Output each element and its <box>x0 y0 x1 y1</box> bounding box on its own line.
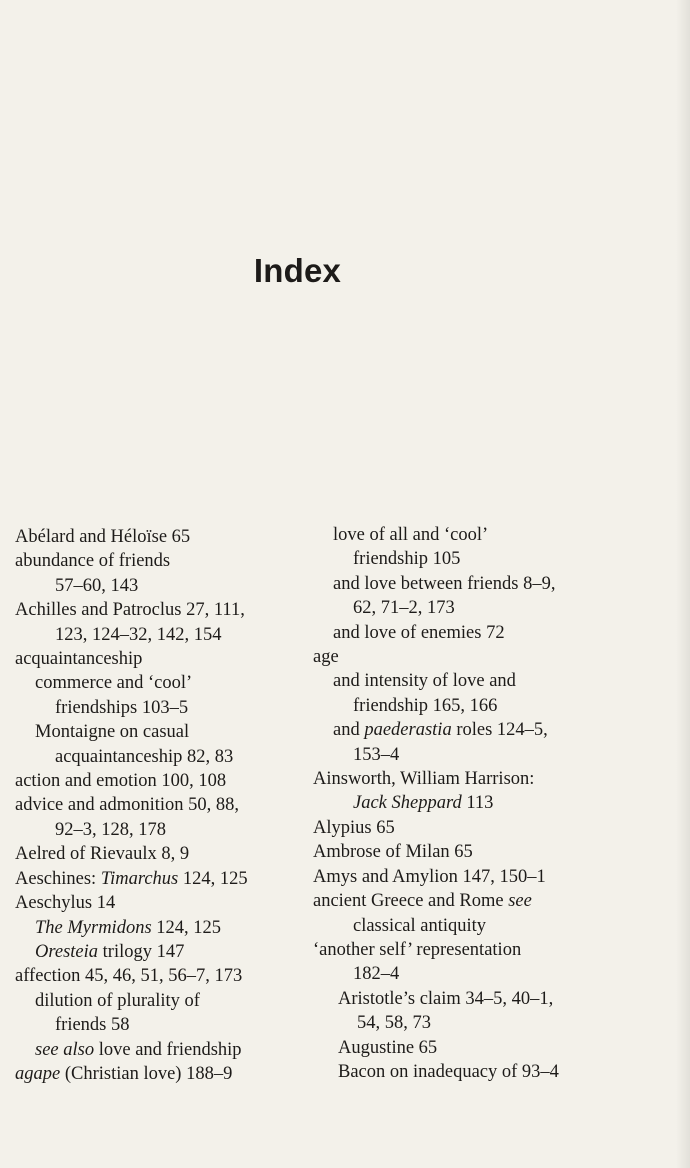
index-entry-line <box>313 572 603 596</box>
index-text: classical antiquity <box>353 915 487 936</box>
index-entry-line <box>313 621 603 645</box>
index-text: 153–4 <box>353 744 400 765</box>
index-text: friendship 165, 166 <box>353 695 498 716</box>
index-text: and intensity of love and <box>333 671 516 692</box>
index-entry-line <box>313 889 603 913</box>
index-text: Aeschines: <box>15 868 101 889</box>
index-entry-line <box>313 865 603 889</box>
index-text: 182–4 <box>353 964 400 985</box>
index-text: love and friendship <box>94 1039 242 1060</box>
index-entry-line <box>313 1060 603 1084</box>
index-entry-line <box>15 842 305 866</box>
index-entry-line <box>313 718 603 742</box>
index-text: Achilles and Patroclus 27, 111, <box>15 600 245 621</box>
index-text: Aristotle’s claim 34–5, 40–1, <box>338 988 554 1009</box>
index-text: acquaintanceship <box>15 649 143 670</box>
index-text: 124, 125 <box>178 868 248 889</box>
index-entry-line <box>313 523 603 547</box>
index-text: Aelred of Rievaulx 8, 9 <box>15 844 190 865</box>
index-italic-text: Oresteia <box>35 941 99 962</box>
index-entry-line <box>15 989 305 1013</box>
index-entry-line <box>15 867 305 891</box>
index-entry-line <box>313 694 603 718</box>
index-italic-text: Timarchus <box>100 868 179 889</box>
index-text: Montaigne on casual <box>35 722 190 743</box>
index-entry-line <box>15 720 305 744</box>
index-text: trilogy 147 <box>98 941 185 962</box>
index-entry-line <box>313 791 603 815</box>
index-text: ‘another self’ representation <box>313 939 522 960</box>
index-entry-line <box>15 623 305 647</box>
index-text: 62, 71–2, 173 <box>353 598 455 619</box>
index-text: abundance of friends <box>15 551 171 572</box>
index-entry-line <box>313 645 603 669</box>
index-entry-line <box>15 598 305 622</box>
index-text: Ainsworth, William Harrison: <box>313 769 535 790</box>
index-entry-line <box>15 1013 305 1037</box>
index-entry-line <box>15 696 305 720</box>
index-text: age <box>313 647 339 668</box>
index-italic-text: see <box>508 891 532 912</box>
index-entry-line <box>15 549 305 573</box>
index-text: friendship 105 <box>353 549 461 570</box>
index-italic-text: see also <box>35 1039 95 1060</box>
index-entry-line <box>313 1011 603 1035</box>
index-text: and love between friends 8–9, <box>333 573 556 594</box>
index-text: friendships 103–5 <box>55 697 189 718</box>
index-entry-line <box>313 669 603 693</box>
index-text: roles 124–5, <box>451 720 548 741</box>
index-entry-line <box>313 547 603 571</box>
index-text: and love of enemies 72 <box>333 622 505 643</box>
index-text: 113 <box>461 793 494 814</box>
index-text: Alypius 65 <box>313 817 395 838</box>
index-text: Ambrose of Milan 65 <box>313 842 473 863</box>
index-text: 92–3, 128, 178 <box>55 819 166 840</box>
index-text: friends 58 <box>55 1015 130 1036</box>
index-entry-line <box>15 745 305 769</box>
index-text: commerce and ‘cool’ <box>35 673 193 694</box>
index-text: Amys and Amylion 147, 150–1 <box>313 866 546 887</box>
index-entry-line <box>15 769 305 793</box>
index-entry-line <box>313 816 603 840</box>
index-text: (Christian love) 188–9 <box>60 1063 233 1084</box>
index-entry-line <box>15 525 305 549</box>
index-text: action and emotion 100, 108 <box>15 771 227 792</box>
index-text: 57–60, 143 <box>55 575 139 596</box>
index-italic-text: agape <box>15 1063 61 1084</box>
index-text: advice and admonition 50, 88, <box>15 795 240 816</box>
index-italic-text: Jack Sheppard <box>353 793 462 814</box>
index-text: Augustine 65 <box>338 1037 438 1058</box>
index-entry-line <box>15 940 305 964</box>
index-text: love of all and ‘cool’ <box>333 525 489 545</box>
index-text: affection 45, 46, 51, 56–7, 173 <box>15 966 243 987</box>
index-entry-line <box>313 596 603 620</box>
index-entry-line <box>313 938 603 962</box>
index-entry-line <box>15 1062 305 1086</box>
index-text: dilution of plurality of <box>35 990 200 1011</box>
index-entry-line <box>313 743 603 767</box>
index-text: ancient Greece and Rome <box>313 891 509 912</box>
index-entry-line <box>15 891 305 915</box>
index-entry-line <box>15 818 305 842</box>
index-text: 123, 124–32, 142, 154 <box>55 624 222 645</box>
index-text: 124, 125 <box>151 917 222 938</box>
index-entry-line <box>15 574 305 598</box>
page-edge-shadow <box>676 0 690 1168</box>
index-text: Abélard and Héloïse 65 <box>15 527 191 547</box>
index-entry-line <box>313 1036 603 1060</box>
index-entry-line <box>313 987 603 1011</box>
page-title: Index <box>253 252 342 289</box>
index-entry-line <box>313 914 603 938</box>
index-text: 54, 58, 73 <box>357 1013 431 1034</box>
index-text: and <box>333 720 365 741</box>
index-text: acquaintanceship 82, 83 <box>55 746 234 767</box>
index-entry-line <box>313 767 603 791</box>
index-entry-line <box>15 647 305 671</box>
index-italic-text: paederastia <box>364 720 452 741</box>
index-entry-line <box>15 1038 305 1062</box>
index-entry-line <box>15 964 305 988</box>
index-text: Bacon on inadequacy of 93–4 <box>338 1061 559 1082</box>
index-italic-text: The Myrmidons <box>35 917 152 938</box>
index-entry-line <box>15 916 305 940</box>
index-entry-line <box>15 793 305 817</box>
index-entry-line <box>313 840 603 864</box>
index-text: Aeschylus 14 <box>15 893 116 914</box>
index-column-right <box>313 523 603 1084</box>
index-entry-line <box>313 962 603 986</box>
index-entry-line <box>15 671 305 695</box>
index-column-left <box>15 525 305 1086</box>
